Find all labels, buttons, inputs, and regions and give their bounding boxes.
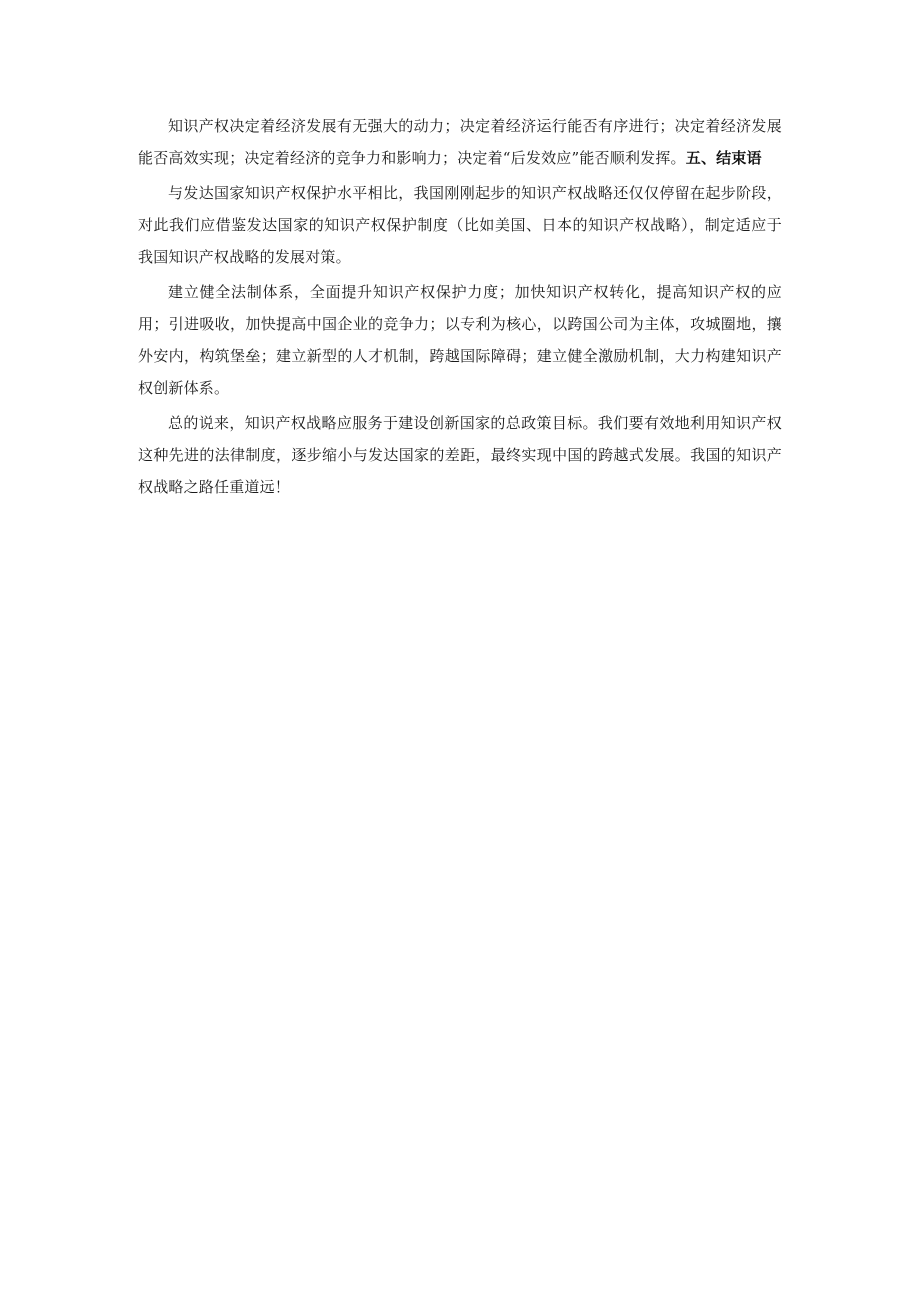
paragraph-3: 建立健全法制体系，全面提升知识产权保护力度；加快知识产权转化，提高知识产权的应用；引进吸收，加快提高中国企业的竞争力；以专利为核心，以跨国公司为主体，攻城圈地，攘外安内，构筑堡垒；建立新型的人才机制，跨越国际障碍；建立健全激励机制，大力构建知识产权创新体系。: [138, 283, 782, 397]
paragraph-2: 与发达国家知识产权保护水平相比，我国刚刚起步的知识产权战略还仅仅停留在起步阶段，对此我们应借鉴发达国家的知识产权保护制度（比如美国、日本的知识产权战略），制定适应于我国知识产权战略的发展对策。: [138, 184, 782, 266]
paragraph-1-text: 知识产权决定着经济发展有无强大的动力；决定着经济运行能否有序进行；决定着经济发展能否高效实现；决定着经济的竞争力和影响力；决定着“后发效应”能否顺利发挥。: [138, 117, 782, 167]
paragraph-1: [138, 110, 782, 174]
paragraph-4: 总的说来，知识产权战略应服务于建设创新国家的总政策目标。我们要有效地利用知识产权这种先进的法律制度，逐步缩小与发达国家的差距，最终实现中国的跨越式发展。我国的知识产权战略之路任重道远！: [138, 414, 782, 496]
document-body: [138, 110, 782, 506]
section-heading-conclusion: 五、结束语: [685, 149, 762, 167]
